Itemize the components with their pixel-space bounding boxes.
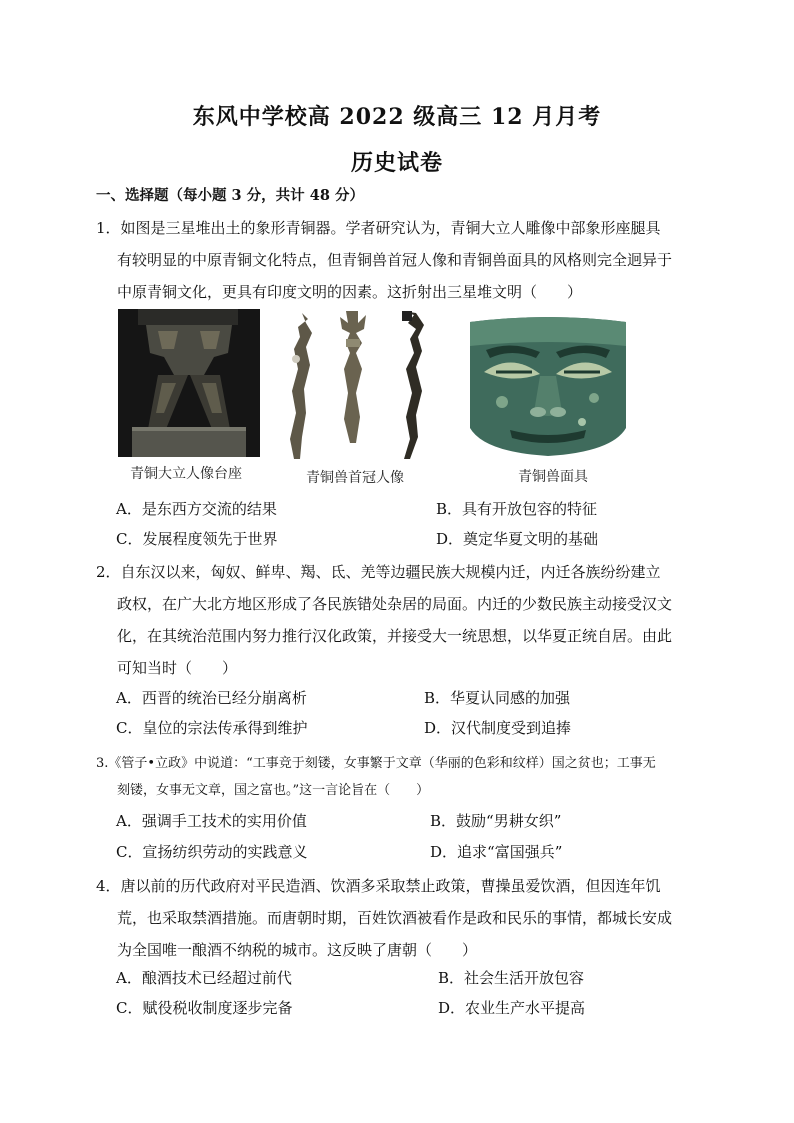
q4-option-c[interactable]: C．赋役税收制度逐步完备 bbox=[116, 999, 293, 1017]
q2-line-3: 化，在其统治范围内努力推行汉化政策，并接受大一统思想，以华夏正统自居。由此 bbox=[117, 627, 673, 645]
q2-option-d[interactable]: D．汉代制度受到追捧 bbox=[424, 719, 572, 737]
q3-option-d[interactable]: D．追求“富国强兵” bbox=[430, 843, 563, 861]
q1-line-2: 有较明显的中原青铜文化特点，但青铜兽首冠人像和青铜兽面具的风格则完全迥异于 bbox=[117, 251, 673, 269]
figure-caption-mask: 青铜兽面具 bbox=[518, 469, 588, 485]
q2-line-2: 政权，在广大北方地区形成了各民族错处杂居的局面。内迁的少数民族主动接受汉文 bbox=[117, 595, 673, 613]
q3-line-2: 刻镂，女事无文章，国之富也。”这一言论旨在（ ） bbox=[117, 783, 430, 798]
q4-option-d[interactable]: D．农业生产水平提高 bbox=[438, 999, 586, 1017]
q2-option-a[interactable]: A．西晋的统治已经分崩离析 bbox=[116, 689, 307, 707]
q2-option-c[interactable]: C．皇位的宗法传承得到维护 bbox=[116, 719, 308, 737]
exam-title: 东风中学校高 2022 级高三 12 月月考 bbox=[192, 104, 602, 130]
q2-line-1: 2．自东汉以来，匈奴、鲜卑、羯、氐、羌等边疆民族大规模内迁，内迁各族纷纷建立 bbox=[96, 563, 661, 581]
q1-option-a[interactable]: A．是东西方交流的结果 bbox=[116, 500, 277, 518]
q3-option-a[interactable]: A．强调手工技术的实用价值 bbox=[116, 812, 307, 830]
bronze-figurine-image bbox=[276, 309, 448, 465]
section-heading: 一、选择题（每小题 3 分，共计 48 分） bbox=[96, 187, 364, 204]
q4-line-3: 为全国唯一酿酒不纳税的城市。这反映了唐朝（ ） bbox=[117, 941, 478, 959]
q2-line-4: 可知当时（ ） bbox=[117, 659, 238, 677]
q3-option-c[interactable]: C．宣扬纺织劳动的实践意义 bbox=[116, 843, 308, 861]
q3-option-b[interactable]: B．鼓励“男耕女织” bbox=[430, 812, 562, 830]
q1-line-3: 中原青铜文化，更具有印度文明的因素。这折射出三星堆文明（ ） bbox=[117, 283, 583, 301]
figure-caption-figurine: 青铜兽首冠人像 bbox=[306, 470, 404, 486]
bronze-mask-image bbox=[462, 316, 634, 460]
q4-option-a[interactable]: A．酿酒技术已经超过前代 bbox=[116, 969, 292, 987]
exam-subtitle: 历史试卷 bbox=[350, 150, 443, 176]
q1-option-c[interactable]: C．发展程度领先于世界 bbox=[116, 530, 278, 548]
q1-option-d[interactable]: D．奠定华夏文明的基础 bbox=[436, 530, 599, 548]
q1-option-b[interactable]: B．具有开放包容的特征 bbox=[436, 500, 598, 518]
bronze-pedestal-image bbox=[118, 309, 260, 457]
q2-option-b[interactable]: B．华夏认同感的加强 bbox=[424, 689, 571, 707]
figure-caption-pedestal: 青铜大立人像台座 bbox=[130, 466, 242, 482]
q4-line-2: 荒，也采取禁酒措施。而唐朝时期，百姓饮酒被看作是政和民乐的事情，都城长安成 bbox=[117, 909, 673, 927]
q3-line-1: 3.《管子•立政》中说道：“工事竞于刻镂，女事繁于文章（华丽的色彩和纹样）国之贫也；工事无 bbox=[96, 756, 656, 771]
q1-line-1: 1．如图是三星堆出土的象形青铜器。学者研究认为，青铜大立人雕像中部象形座腿具 bbox=[96, 219, 661, 237]
q4-option-b[interactable]: B．社会生活开放包容 bbox=[438, 969, 585, 987]
q4-line-1: 4．唐以前的历代政府对平民造酒、饮酒多采取禁止政策，曹操虽爱饮酒，但因连年饥 bbox=[96, 877, 661, 895]
